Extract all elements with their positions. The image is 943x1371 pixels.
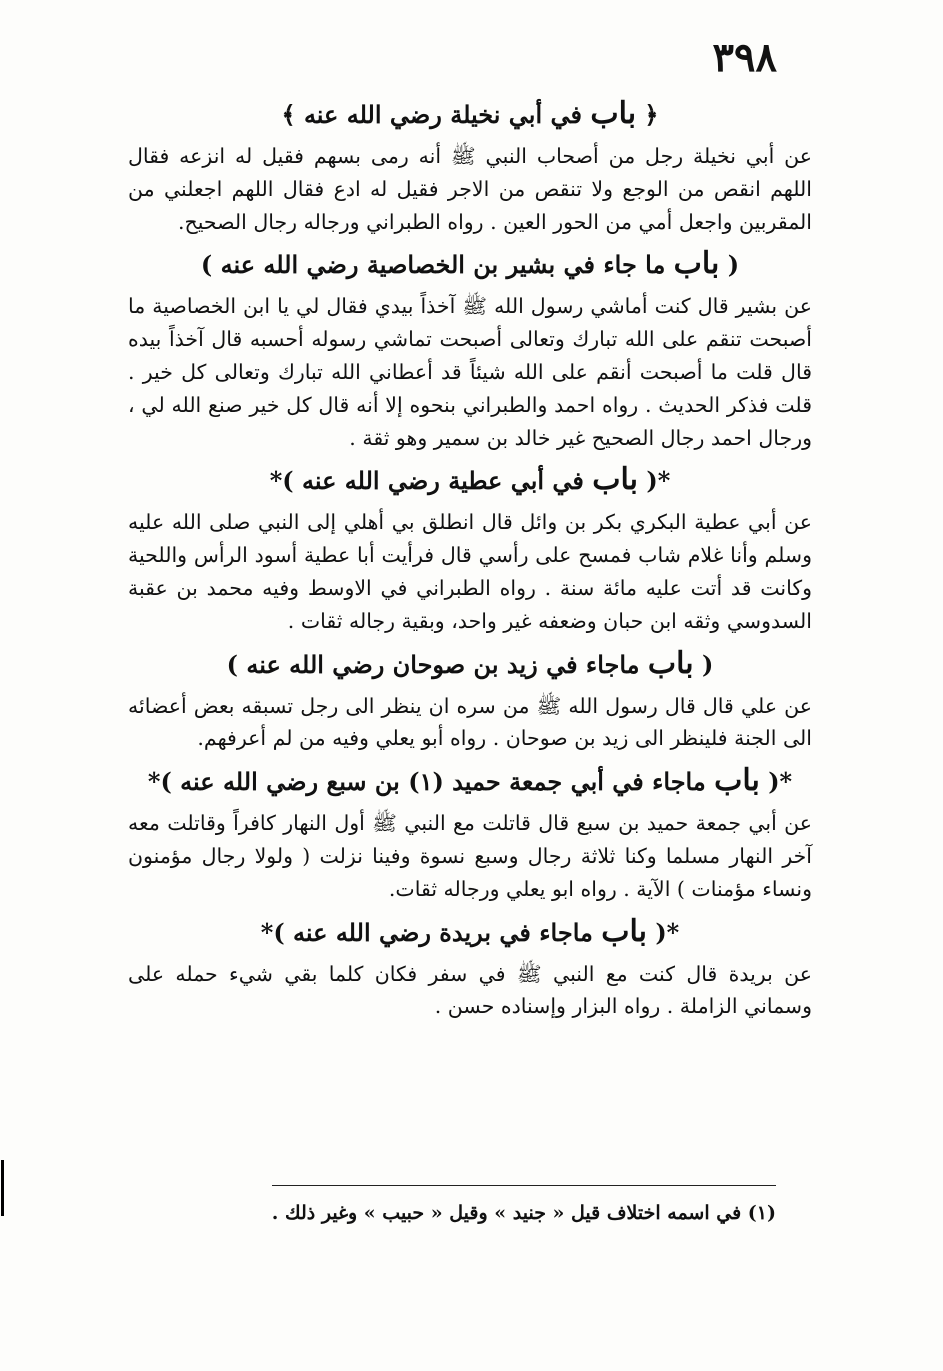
section-abu-nukhayla: [128, 92, 812, 238]
footnote: (١) في اسمه اختلاف قيل « جنيد » وقيل « حبيب » وغير ذلك .: [271, 1202, 776, 1224]
heading-title: ماجاء في بريدة رضي الله عنه: [293, 917, 593, 947]
heading-bab-word: باب: [673, 246, 720, 282]
heading-bracket-open: *(: [768, 767, 793, 797]
heading-bracket-close: )*: [260, 917, 285, 947]
heading-bab-word: باب: [714, 763, 760, 799]
heading-bracket-close: ): [200, 250, 213, 280]
section-heading: [128, 242, 812, 290]
heading-bab-word: باب: [592, 462, 638, 498]
heading-bab-word: باب: [590, 96, 637, 131]
section-text: عن بشير قال كنت أماشي رسول الله ﷺ آخذاً بيدي فقال لي يا ابن الخصاصية ما أصبحت تنقم على الله تبارك وتعالى أصبحت تماشي رسوله أحسبه قال آخذاً بيده قال قلت ما أصبحت أنقم على الله شيئاً قد أعطاني الله تبارك وتعالى كل خير . قلت فذكر الحديث . رواه احمد والطبراني بنحوه إلا أنه قال كل خير صنع الله لي ، ورجال احمد رجال الصحيح غير خالد بن سمير وهو ثقة .: [128, 294, 812, 450]
heading-bracket-open: *(: [646, 466, 671, 496]
heading-bracket-open: (: [727, 250, 740, 280]
heading-bab-word: باب: [601, 913, 647, 949]
section-heading: [128, 759, 812, 807]
section-bashir: [128, 242, 812, 454]
section-text: عن أبي نخيلة رجل من أصحاب النبي ﷺ أنه رمى بسهم فقيل له انزعه فقال اللهم انقص من الوجع ولا تنقص من الاجر فقيل له ادع فقال اللهم اجعلني من المقربين واجعل أمي من الحور العين . رواه الطبراني ورجاله رجال الصحيح.: [128, 144, 812, 234]
heading-bracket-close: )*: [269, 466, 294, 496]
heading-title: ما جاء في بشير بن الخصاصية رضي الله عنه: [220, 250, 666, 280]
section-zayd-bin-sawhan: [128, 642, 812, 756]
heading-bab-word: باب: [647, 645, 694, 681]
scan-edge-mark: [1, 1160, 4, 1216]
heading-title: في أبي عطية رضي الله عنه: [301, 466, 584, 496]
section-heading: [128, 458, 812, 506]
heading-title: ماجاء في أبي جمعة حميد (١) بن سبع رضي الله عنه: [180, 767, 706, 797]
heading-bracket-open: ﴿: [644, 100, 659, 129]
section-abu-jumua: [128, 759, 812, 905]
footnote-divider: [272, 1185, 776, 1186]
heading-title: ماجاء في زيد بن صوحان رضي الله عنه: [246, 649, 640, 679]
section-heading: [128, 642, 812, 690]
heading-bracket-close: ﴾: [281, 100, 296, 129]
heading-bracket-close: ): [226, 649, 239, 679]
heading-bracket-open: *(: [655, 917, 680, 947]
heading-bracket-open: (: [701, 649, 714, 679]
page-number: ٣٩٨: [712, 34, 777, 81]
section-heading: [128, 92, 812, 140]
section-text: عن بريدة قال كنت مع النبي ﷺ في سفر فكان كلما بقي شيء حمله على وسماني الزاملة . رواه البزار وإسناده حسن .: [128, 961, 812, 1019]
section-text: عن أبي جمعة حميد بن سبع قال قاتلت مع النبي ﷺ أول النهار كافراً وقاتلت معه آخر النهار مسلما وكنا ثلاثة رجال وسبع نسوة وفينا نزلت ( ولولا رجال مؤمنون ونساء مؤمنات ) الآية . رواه ابو يعلي ورجاله ثقات.: [128, 811, 812, 901]
section-heading: [128, 910, 812, 958]
section-text: عن أبي عطية البكري بكر بن وائل قال انطلق بي أهلي إلى النبي صلى الله عليه وسلم وأنا غلام شاب فمسح على رأسي قال فرأيت أبا عطية أسود الرأس واللحية وكانت قد أتت عليه مائة سنة . رواه الطبراني في الاوسط وفيه محمد بن عقبة السدوسي وثقه ابن حبان وضعفه غير واحد، وبقية رجاله ثقات .: [128, 510, 812, 633]
page-content: [128, 92, 812, 1027]
heading-title: في أبي نخيلة رضي الله عنه: [303, 100, 582, 129]
section-text: عن علي قال قال رسول الله ﷺ من سره ان ينظر الى رجل تسبقه بعض أعضائه الى الجنة فلينظر الى زيد بن صوحان . رواه أبو يعلي وفيه من لم أعرفهم.: [128, 693, 812, 751]
heading-bracket-close: )*: [147, 767, 172, 797]
section-abu-atiyya: [128, 458, 812, 637]
section-burayda: [128, 910, 812, 1024]
